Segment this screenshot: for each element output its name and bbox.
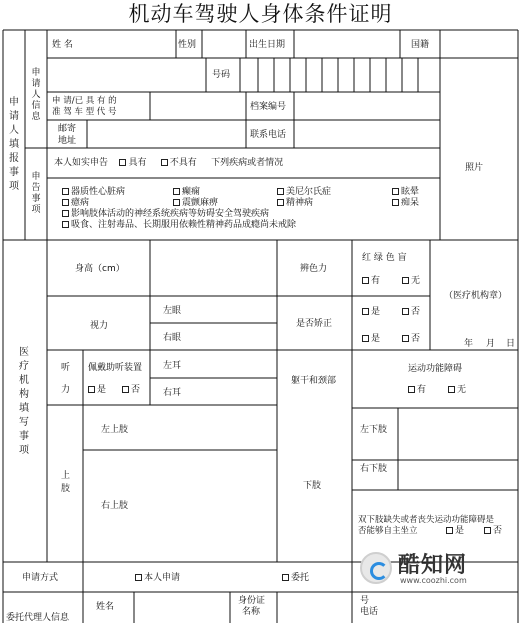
disease-epilepsy: 癫痫 <box>173 186 200 198</box>
legs-yes: 是 <box>446 525 464 537</box>
motor-disorder-label: 运动功能障碍 <box>408 364 463 374</box>
disease-drugs: 吸食、注射毒品、长期服用依赖性精神药品成瘾尚未戒除 <box>62 219 296 231</box>
right-eye-label: 右眼 <box>163 333 182 343</box>
date-day: 日 <box>506 339 516 349</box>
nationality-label: 国籍 <box>411 40 430 50</box>
document-title: 机动车驾驶人身体条件证明 <box>128 2 393 26</box>
color-vision-label: 辨色力 <box>300 264 328 274</box>
date-year: 年 <box>464 339 474 349</box>
drugs-checkbox[interactable] <box>62 221 69 228</box>
left-corrected-no-checkbox[interactable] <box>402 308 409 315</box>
heart-checkbox[interactable] <box>62 188 69 195</box>
declaration-label: 申告事项 <box>31 172 41 215</box>
color-blind-no: 无 <box>402 275 420 287</box>
left-corrected-yes: 是 <box>362 306 380 318</box>
legs-no: 否 <box>484 525 502 537</box>
legs-question-line1: 双下肢缺失或者丧失运动功能障碍是 <box>358 515 495 525</box>
applicant-section-label: 申请人填报事项 <box>9 97 19 192</box>
color-blind-yes: 有 <box>362 275 380 287</box>
disease-hysteria: 癔病 <box>62 197 89 209</box>
disease-mental: 精神病 <box>277 197 313 209</box>
postal-label-line2: 地址 <box>58 136 77 146</box>
entrust-checkbox[interactable] <box>282 574 289 581</box>
color-blind-yes-checkbox[interactable] <box>362 277 369 284</box>
disease-heart: 器质性心脏病 <box>62 186 125 198</box>
entrust-option: 委托 <box>282 572 309 584</box>
agent-id-label-1: 身份证 <box>238 596 266 606</box>
name-label: 姓 名 <box>52 40 73 50</box>
right-upper-limb-label: 右上肢 <box>101 501 129 511</box>
right-corrected-no: 否 <box>402 333 420 345</box>
vertigo-checkbox[interactable] <box>392 188 399 195</box>
disease-meniere: 美尼尔氏症 <box>277 186 331 198</box>
applicant-info-label: 申请人信息 <box>31 68 41 122</box>
left-lower-limb-label: 左下肢 <box>360 425 388 435</box>
right-corrected-yes-checkbox[interactable] <box>362 335 369 342</box>
epilepsy-checkbox[interactable] <box>173 188 180 195</box>
mental-checkbox[interactable] <box>277 199 284 206</box>
id-number-label: 号码 <box>212 70 231 80</box>
hearing-aid-yes: 是 <box>88 384 106 396</box>
apply-method-label: 申请方式 <box>22 573 59 583</box>
vision-label: 视力 <box>90 321 109 331</box>
motor-disorder-no: 无 <box>448 384 466 396</box>
date-month: 月 <box>486 339 496 349</box>
photo-label: 照片 <box>465 163 484 173</box>
legs-question-line2: 否能够自主坐立 <box>358 526 418 536</box>
watermark <box>360 546 510 596</box>
corrected-label: 是否矫正 <box>296 319 333 329</box>
upper-limb-label-1: 上 <box>61 471 71 481</box>
disease-dementia: 痴呆 <box>392 197 419 209</box>
postal-label-line1: 邮寄 <box>58 124 77 134</box>
agent-name-label: 姓名 <box>96 602 115 612</box>
hearing-label-1: 听 <box>61 363 71 373</box>
right-corrected-no-checkbox[interactable] <box>402 335 409 342</box>
left-corrected-no: 否 <box>402 306 420 318</box>
meniere-checkbox[interactable] <box>277 188 284 195</box>
legs-yes-checkbox[interactable] <box>446 527 453 534</box>
right-ear-label: 右耳 <box>163 388 182 398</box>
hospital-stamp-label: （医疗机构章） <box>444 291 508 301</box>
hearing-aid-label: 佩戴助听装置 <box>88 363 143 373</box>
motor-yes-checkbox[interactable] <box>408 386 415 393</box>
motor-disorder-yes: 有 <box>408 384 426 396</box>
left-eye-label: 左眼 <box>163 306 182 316</box>
right-corrected-yes: 是 <box>362 333 380 345</box>
agent-phone-label: 电话 <box>360 607 379 617</box>
color-blind-label: 红 绿 色 盲 <box>362 253 407 263</box>
license-label-line1: 申 请/已 具 有 的 <box>52 96 117 106</box>
declaration-text: 本人如实申告 具有 不具有 下列疾病或者情况 <box>54 158 284 168</box>
have-checkbox[interactable] <box>119 159 126 166</box>
motor-no-checkbox[interactable] <box>448 386 455 393</box>
coozhi-logo-icon <box>360 552 392 584</box>
hysteria-checkbox[interactable] <box>62 199 69 206</box>
archive-number-label: 档案编号 <box>250 102 287 112</box>
birth-date-label: 出生日期 <box>249 40 286 50</box>
height-label: 身高（cm） <box>75 264 125 274</box>
tremor-checkbox[interactable] <box>173 199 180 206</box>
medical-section-label: 医疗机构填写事项 <box>19 347 29 456</box>
not-have-checkbox[interactable] <box>161 159 168 166</box>
left-corrected-yes-checkbox[interactable] <box>362 308 369 315</box>
agent-id-label-2: 名称 <box>242 607 261 617</box>
gender-label: 性别 <box>178 40 197 50</box>
hearing-aid-no-checkbox[interactable] <box>122 386 129 393</box>
dementia-checkbox[interactable] <box>392 199 399 206</box>
left-upper-limb-label: 左上肢 <box>101 425 129 435</box>
upper-limb-label-2: 肢 <box>61 484 71 494</box>
disease-vertigo: 眩晕 <box>392 186 419 198</box>
left-ear-label: 左耳 <box>163 361 182 371</box>
disease-tremor: 震颤麻痹 <box>173 197 218 209</box>
right-lower-limb-label: 右下肢 <box>360 464 388 474</box>
disease-neuro: 影响肢体活动的神经系统疾病等妨碍安全驾驶疾病 <box>62 208 269 220</box>
self-apply-option: 本人申请 <box>135 572 180 584</box>
agent-info-label: 委托代理人信息 <box>6 613 70 623</box>
license-label-line2: 准 驾 车 型 代 号 <box>52 107 117 117</box>
watermark-url: www.coozhi.com <box>400 576 467 585</box>
self-apply-checkbox[interactable] <box>135 574 142 581</box>
hearing-aid-no: 否 <box>122 384 140 396</box>
color-blind-no-checkbox[interactable] <box>402 277 409 284</box>
trunk-neck-label: 躯干和颈部 <box>291 376 337 386</box>
hearing-label-2: 力 <box>61 385 71 395</box>
hearing-aid-yes-checkbox[interactable] <box>88 386 95 393</box>
legs-no-checkbox[interactable] <box>484 527 491 534</box>
watermark-name: 酷知网 <box>398 553 468 578</box>
lower-limb-label: 下肢 <box>303 481 322 491</box>
contact-phone-label: 联系电话 <box>250 130 287 140</box>
neuro-checkbox[interactable] <box>62 210 69 217</box>
agent-code-label: 号 <box>360 596 370 606</box>
